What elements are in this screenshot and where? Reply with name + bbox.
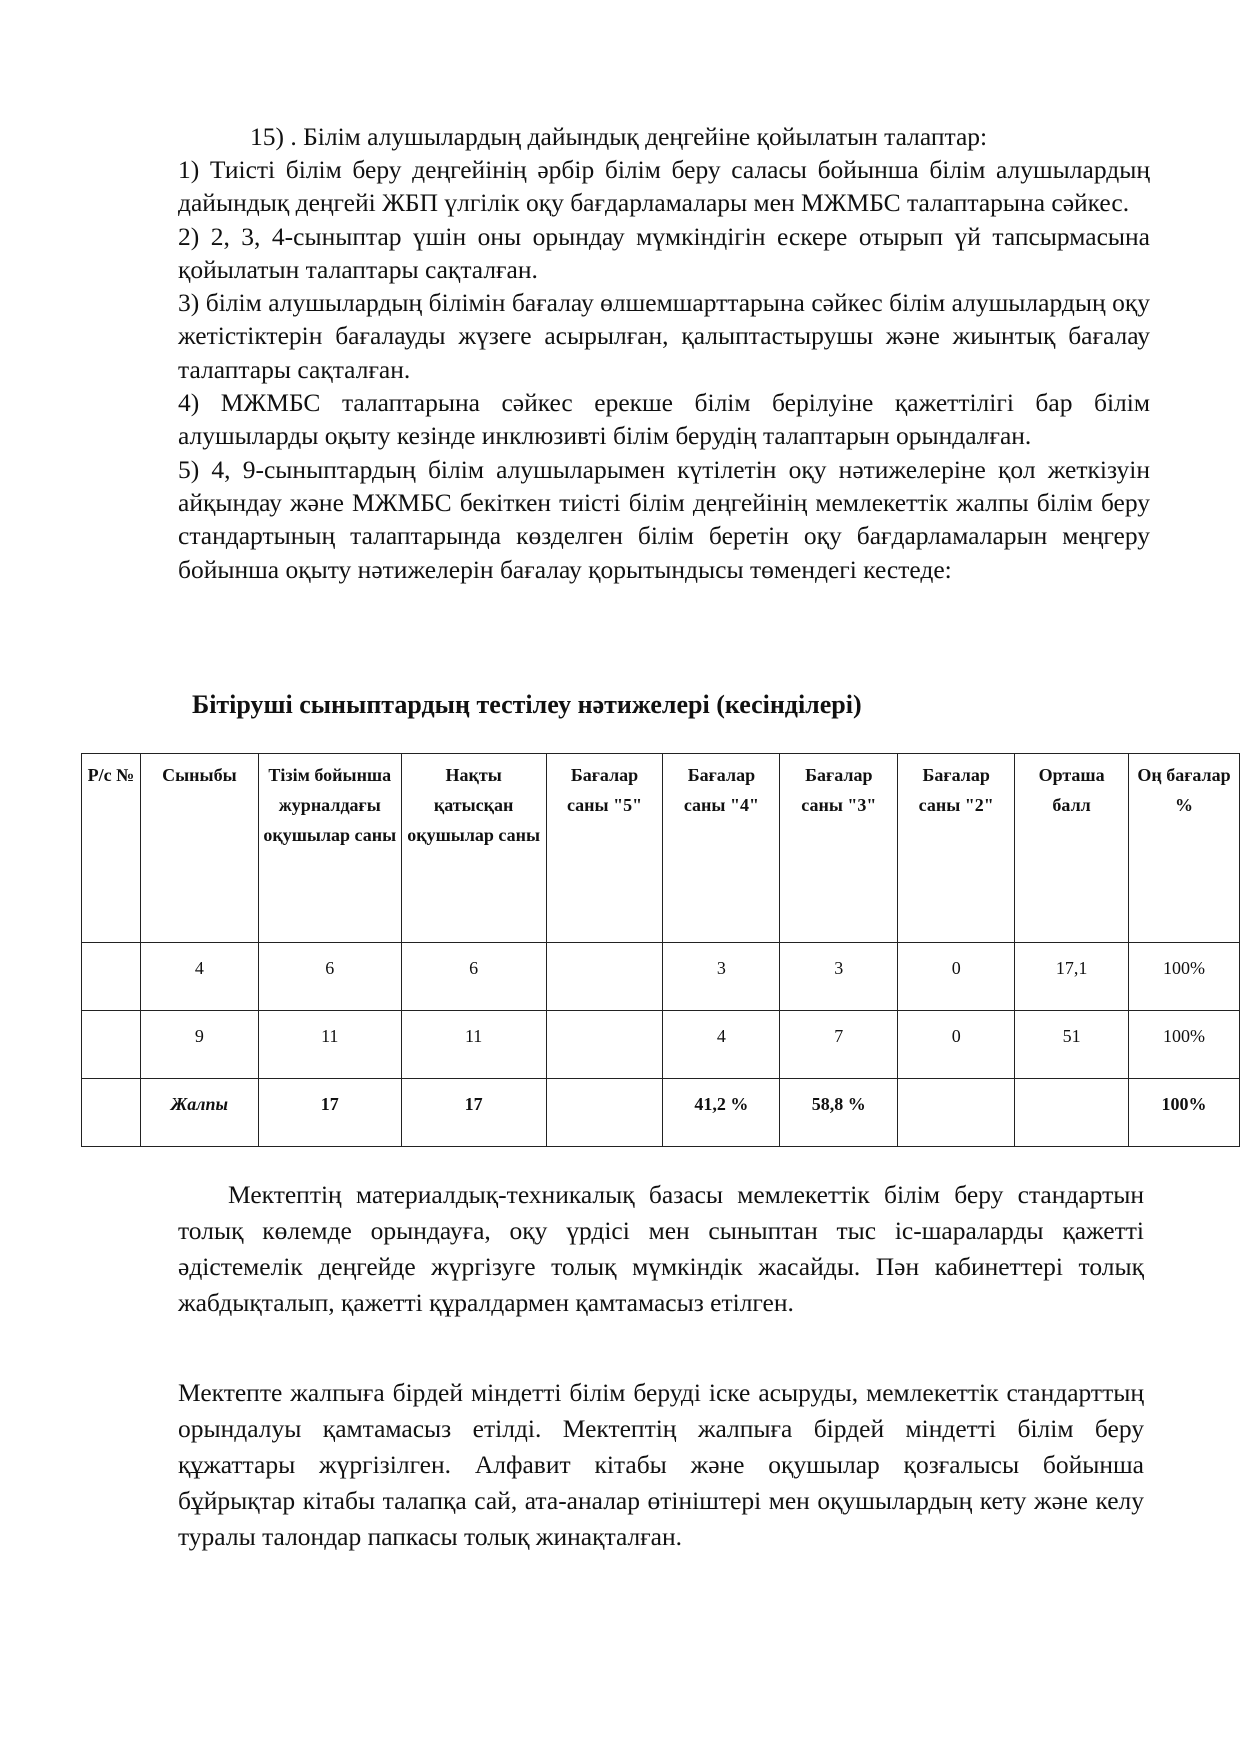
table-cell: 3 [663, 943, 780, 1011]
header-cell: Сыныбы [140, 754, 258, 943]
table-cell: 58,8 % [780, 1079, 898, 1147]
table-cell: 17 [401, 1079, 546, 1147]
table-cell: 0 [898, 943, 1015, 1011]
table-cell: 11 [258, 1011, 401, 1079]
table-cell [546, 1011, 663, 1079]
header-cell: Орташа балл [1015, 754, 1129, 943]
table-cell: 17 [258, 1079, 401, 1147]
table-cell [1015, 1079, 1129, 1147]
requirement-item-1: 1) Тиісті білім беру деңгейінің әрбір білім беру саласы бойынша білім алушылардың дайындық деңгейі ЖБП үлгілік оқу бағдарламалары мен МЖМБС талаптарына сәйкес. [178, 155, 1150, 218]
requirement-item-5: 5) 4, 9-сыныптардың білім алушыларымен күтілетін оқу нәтижелеріне қол жеткізуін айқындау және МЖМБС бекіткен тиісті білім деңгейінің мемлекеттік жалпы білім беру стандартының талаптарында көзделген білім беретін оқу бағдарламаларын меңгеру бойынша оқыту нәтижелерін бағалау қорытындысы төмендегі кестеде: [178, 454, 1150, 584]
table-cell: 11 [401, 1011, 546, 1079]
header-cell: Бағалар саны "4" [663, 754, 780, 943]
header-cell: Тізім бойынша журналдағы оқушылар саны [258, 754, 401, 943]
table-cell: 100% [1129, 1011, 1240, 1079]
table-cell: 6 [258, 943, 401, 1011]
header-cell: Бағалар саны "2" [898, 754, 1015, 943]
table-cell: 41,2 % [663, 1079, 780, 1147]
table-cell: 9 [140, 1011, 258, 1079]
paragraph-material-base: Мектептің материалдық-техникалық базасы мемлекеттік білім беру стандартын толық көлемде орындауға, оқу үрдісі мен сыныптан тыс іс-шараларды қажетті әдістемелік деңгейде жүргізуге толық мүмкіндік жасайды. Пән кабинеттері толық жабдықталып, қажетті құралдармен қамтамасыз етілген. [178, 1180, 1144, 1317]
header-cell: Р/с № [82, 754, 141, 943]
table-cell [82, 943, 141, 1011]
table-cell [546, 943, 663, 1011]
table-cell: 0 [898, 1011, 1015, 1079]
table-cell: 17,1 [1015, 943, 1129, 1011]
requirements-list [178, 153, 1150, 586]
requirements-heading: 15) . Білім алушылардың дайындық деңгейіне қойылатын талаптар: [250, 122, 988, 151]
table-cell: 4 [140, 943, 258, 1011]
table-cell: 100% [1129, 943, 1240, 1011]
table-cell: 100% [1129, 1079, 1240, 1147]
table-row [82, 943, 1240, 1011]
table-cell: 51 [1015, 1011, 1129, 1079]
table-cell [546, 1079, 663, 1147]
requirement-item-3: 3) білім алушылардың білімін бағалау өлшемшарттарына сәйкес білім алушылардың оқу жетістіктерін бағалауды жүзеге асырылған, қалыптастырушы және жиынтық бағалау талаптары сақталған. [178, 288, 1150, 384]
table-cell: 6 [401, 943, 546, 1011]
table-row [82, 1011, 1240, 1079]
paragraph-compulsory-education: Мектепте жалпыға бірдей міндетті білім беруді іске асыруды, мемлекеттік стандарттың орындалуы қамтамасыз етілді. Мектептің жалпыға бірдей міндетті білім беру құжаттары жүргізілген. Алфавит кітабы және оқушылар қозғалысы бойынша бұйрықтар кітабы талапқа сай, ата-аналар өтініштері мен оқушылардың кету және келу туралы талондар папкасы толық жинақталған. [178, 1378, 1144, 1551]
header-cell: Бағалар саны "3" [780, 754, 898, 943]
results-table [81, 753, 1240, 1147]
header-cell: Бағалар саны "5" [546, 754, 663, 943]
table-cell: 7 [780, 1011, 898, 1079]
requirement-item-4: 4) МЖМБС талаптарына сәйкес ерекше білім берілуіне қажеттілігі бар білім алушыларды оқыту кезінде инклюзивті білім берудің талаптарын орындалған. [178, 388, 1150, 451]
table-cell: Жалпы [140, 1079, 258, 1147]
header-cell: Нақты қатысқан оқушылар саны [401, 754, 546, 943]
header-cell: Оң бағалар % [1129, 754, 1240, 943]
table-header-row [82, 754, 1240, 943]
table-title: Бітіруші сыныптардың тестілеу нәтижелері (кесінділері) [192, 690, 862, 719]
requirement-item-2: 2) 2, 3, 4-сыныптар үшін оны орындау мүмкіндігін ескере отырып үй тапсырмасына қойылатын талаптары сақталған. [178, 221, 1150, 284]
table-total-row [82, 1079, 1240, 1147]
table-cell: 4 [663, 1011, 780, 1079]
table-cell [898, 1079, 1015, 1147]
table-cell [82, 1011, 141, 1079]
table-cell: 3 [780, 943, 898, 1011]
table-cell [82, 1079, 141, 1147]
